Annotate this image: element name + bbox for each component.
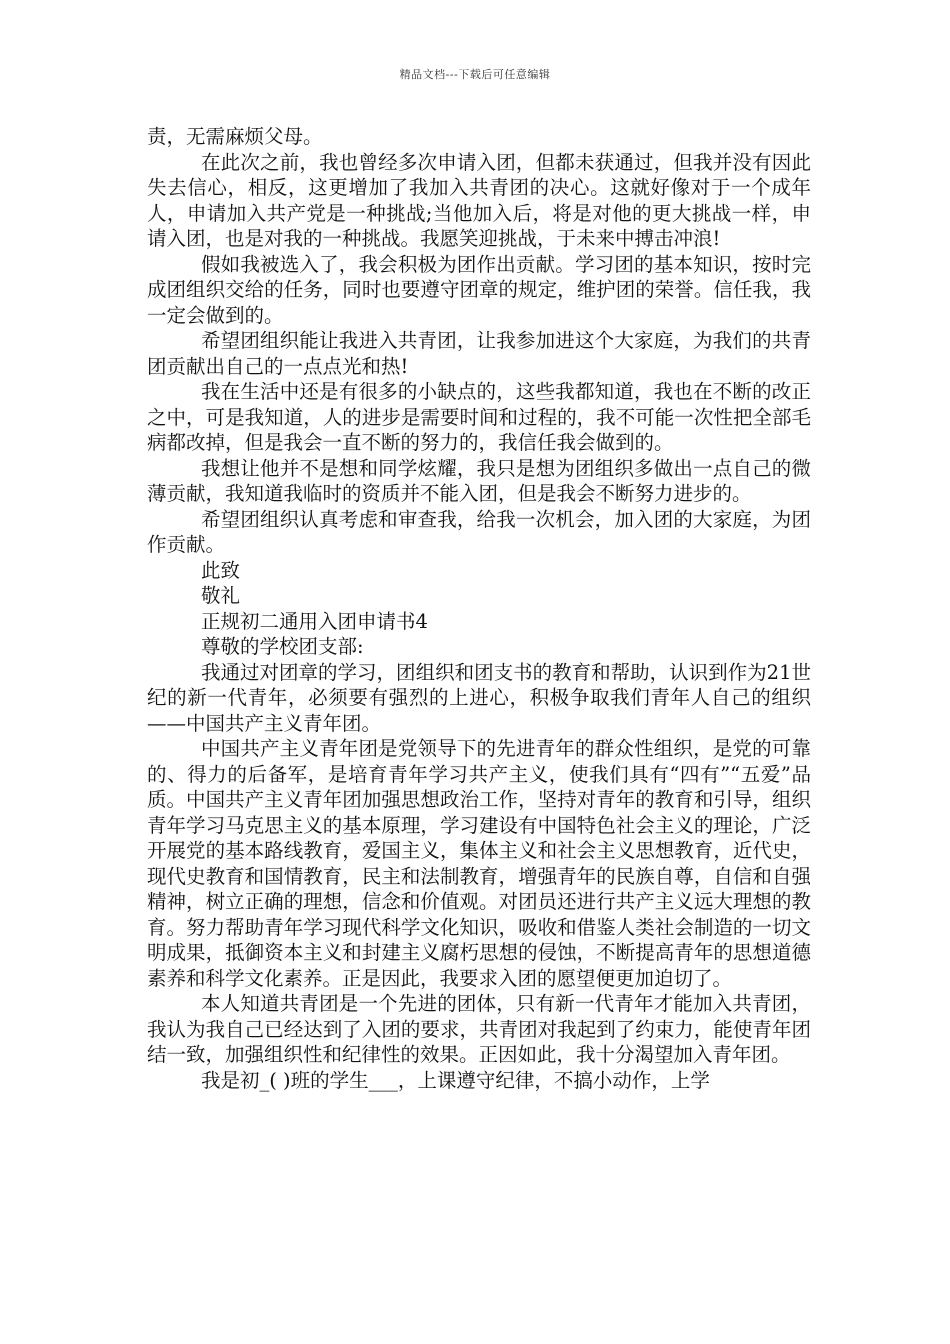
document-body <box>147 124 811 1093</box>
paragraph: 假如我被选入了，我会积极为团作出贡献。学习团的基本知识，按时完成团组织交给的任务，同时也要遵守团章的规定，维护团的荣誉。信任我，我一定会做到的。 <box>147 252 811 327</box>
closing-regards: 敬礼 <box>201 584 241 607</box>
paragraph-continuation: 责，无需麻烦父母。 <box>147 125 323 148</box>
paragraph: 希望团组织认真考虑和审查我，给我一次机会，加入团的大家庭，为团作贡献。 <box>147 507 811 556</box>
paragraph: 我想让他并不是想和同学炫耀，我只是想为团组织多做出一点自己的微薄贡献，我知道我临时的资质并不能入团，但是我会不断努力进步的。 <box>147 456 811 505</box>
page-header: 精品文档---下载后可任意编辑 <box>399 68 551 81</box>
paragraph: 本人知道共青团是一个先进的团体，只有新一代青年才能加入共青团，我认为我自己已经达到了入团的要求，共青团对我起到了约束力，能使青年团结一致，加强组织性和纪律性的效果。正因如此，我十分渴望加入青年团。 <box>147 992 811 1066</box>
paragraph: 我是初_( )班的学生___，上课遵守纪律，不搞小动作，上学 <box>201 1068 710 1092</box>
paragraph: 中国共产主义青年团是党领导下的先进青年的群众性组织，是党的可靠的、得力的后备军，是培育青年学习共产主义，使我们具有“四有”“五爱”品质。中国共产主义青年团加强思想政治工作，坚持对青年的教育和引导，组织青年学习马克思主义的基本原理，学习建设有中国特色社会主义的理论，广泛开展党的基本路线教育，爱国主义，集体主义和社会主义思想教育，近代史，现代史教育和国情教育，民主和法制教育，增强青年的民族自尊，自信和自强精神，树立正确的理想，信念和价值观。对团员还进行共产主义远大理想的教育。努力帮助青年学习现代科学文化知识，吸收和借鉴人类社会制造的一切文明成果，抵御资本主义和封建主义腐朽思想的侵蚀，不断提高青年的思想道德素养和科学文化素养。正是因此，我要求入团的愿望便更加迫切了。 <box>147 737 811 990</box>
closing-salutation: 此致 <box>201 558 241 582</box>
paragraph: 希望团组织能让我进入共青团，让我参加进这个大家庭，为我们的共青团贡献出自己的一点点光和热! <box>147 329 811 378</box>
paragraph: 我在生活中还是有很多的小缺点的，这些我都知道，我也在不断的改正之中，可是我知道，人的进步是需要时间和过程的，我不可能一次性把全部毛病都改掉，但是我会一直不断的努力的，我信任我会做到的。 <box>147 380 811 454</box>
paragraph: 我通过对团章的学习，团组织和团支书的教育和帮助，认识到作为21世纪的新一代青年，必须要有强烈的上进心，积极争取我们青年人自己的组织——中国共产主义青年团。 <box>147 660 811 735</box>
paragraph: 在此次之前，我也曾经多次申请入团，但都未获通过，但我并没有因此失去信心，相反，这更增加了我加入共青团的决心。这就好像对于一个成年人，申请加入共产党是一种挑战;当他加入后，将是对他的更大挑战一样，申请入团，也是对我的一种挑战。我愿笑迎挑战，于未来中搏击冲浪! <box>147 150 811 250</box>
letter-greeting: 尊敬的学校团支部: <box>201 635 364 658</box>
section-title: 正规初二通用入团申请书4 <box>201 609 428 633</box>
